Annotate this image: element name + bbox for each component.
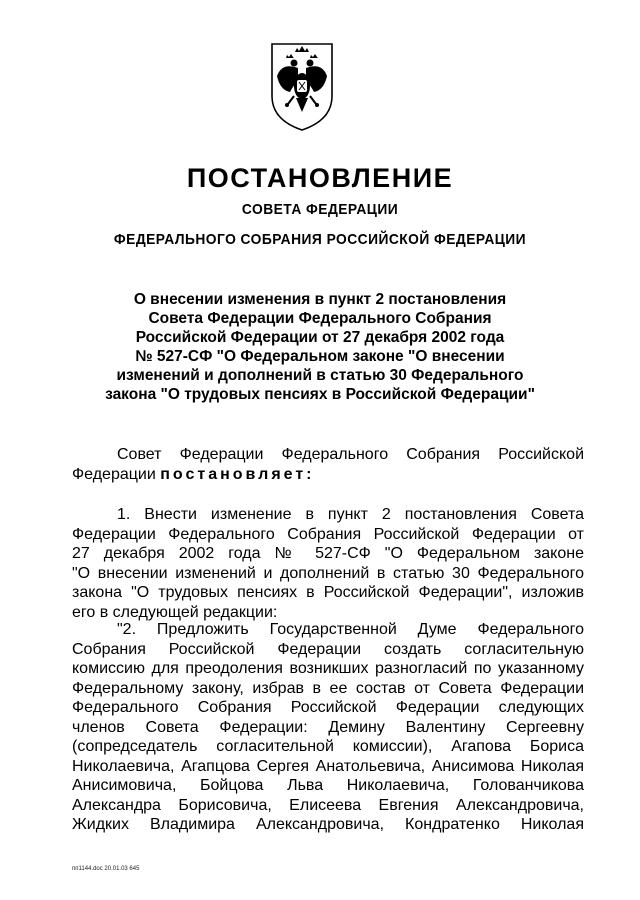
paragraph-line: комиссию для преодоления возникших разногласий по указанному (72, 660, 584, 677)
paragraph-line: Анисимовича, Бойцова Льва Николаевича, Голованчикова (72, 777, 584, 794)
document-title: ПОСТАНОВЛЕНИЕ (186, 163, 454, 193)
subject-line: изменений и дополнений в статью 30 Федерального (116, 367, 524, 384)
paragraph-line: "2. Предложить Государственной Думе Федерального (117, 621, 584, 638)
paragraph-line: закона "О трудовых пенсиях в Российской Федерации", изложив (72, 584, 584, 601)
subject-line: О внесении изменения в пункт 2 постановления (133, 291, 507, 308)
paragraph-line: Совет Федерации Федерального Собрания Российской (117, 446, 584, 463)
paragraph-line: "О внесении изменений и дополнений в статью 30 Федерального (72, 564, 584, 582)
paragraph-line: членов Совета Федерации: Демину Валентину Сергеевну (72, 718, 584, 736)
subject-line: Совета Федерации Федерального Собрания (148, 310, 492, 327)
document-subject (60, 290, 580, 404)
paragraph-line: Федерации Федерального Собрания Российской Федерации от (72, 525, 584, 543)
item-1-paragraph (72, 505, 584, 622)
paragraph-line (72, 465, 584, 485)
paragraph-line: Жидких Владимира Александровича, Кондратенко Николая (72, 816, 584, 833)
paragraph-line: Федерального Собрания Российской Федерации следующих (72, 699, 584, 716)
issuer-line-2: ФЕДЕРАЛЬНОГО СОБРАНИЯ РОССИЙСКОЙ ФЕДЕРАЦИИ (113, 231, 527, 248)
coat-of-arms-icon (268, 38, 336, 134)
subject-line: закона "О трудовых пенсиях в Российской Федерации" (105, 386, 535, 403)
paragraph-line: (сопредседатель согласительной комиссии), Агапова Бориса (72, 738, 584, 755)
preamble-text: Федерации (72, 465, 156, 483)
footer-file-code: пп1144.doc 20.01.03 645 (72, 866, 140, 872)
paragraph-line: его в следующей редакции: (72, 603, 278, 621)
paragraph-line: 27 декабря 2002 года № 527-СФ "О Федеральном законе (72, 545, 584, 562)
paragraph-line: Николаевича, Агапцова Сергея Анатольевича, Анисимова Николая (72, 757, 584, 775)
subject-line: Российской Федерации от 27 декабря 2002 года (135, 329, 505, 346)
preamble-paragraph (72, 445, 584, 484)
paragraph-line: 1. Внести изменение в пункт 2 постановления Совета (117, 506, 584, 523)
paragraph-line: Александра Борисовича, Елисеева Евгения Александровича, (72, 796, 584, 814)
subject-line: № 527-СФ "О Федеральном законе "О внесении (135, 348, 505, 365)
item-2-paragraph (72, 620, 584, 835)
paragraph-line: Федеральному закону, избрав в ее состав от Совета Федерации (72, 679, 584, 697)
issuer-line-1: СОВЕТА ФЕДЕРАЦИИ (241, 201, 399, 218)
paragraph-line: Собрания Российской Федерации создать согласительную (72, 640, 584, 658)
decree-word: постановляет: (160, 465, 315, 483)
